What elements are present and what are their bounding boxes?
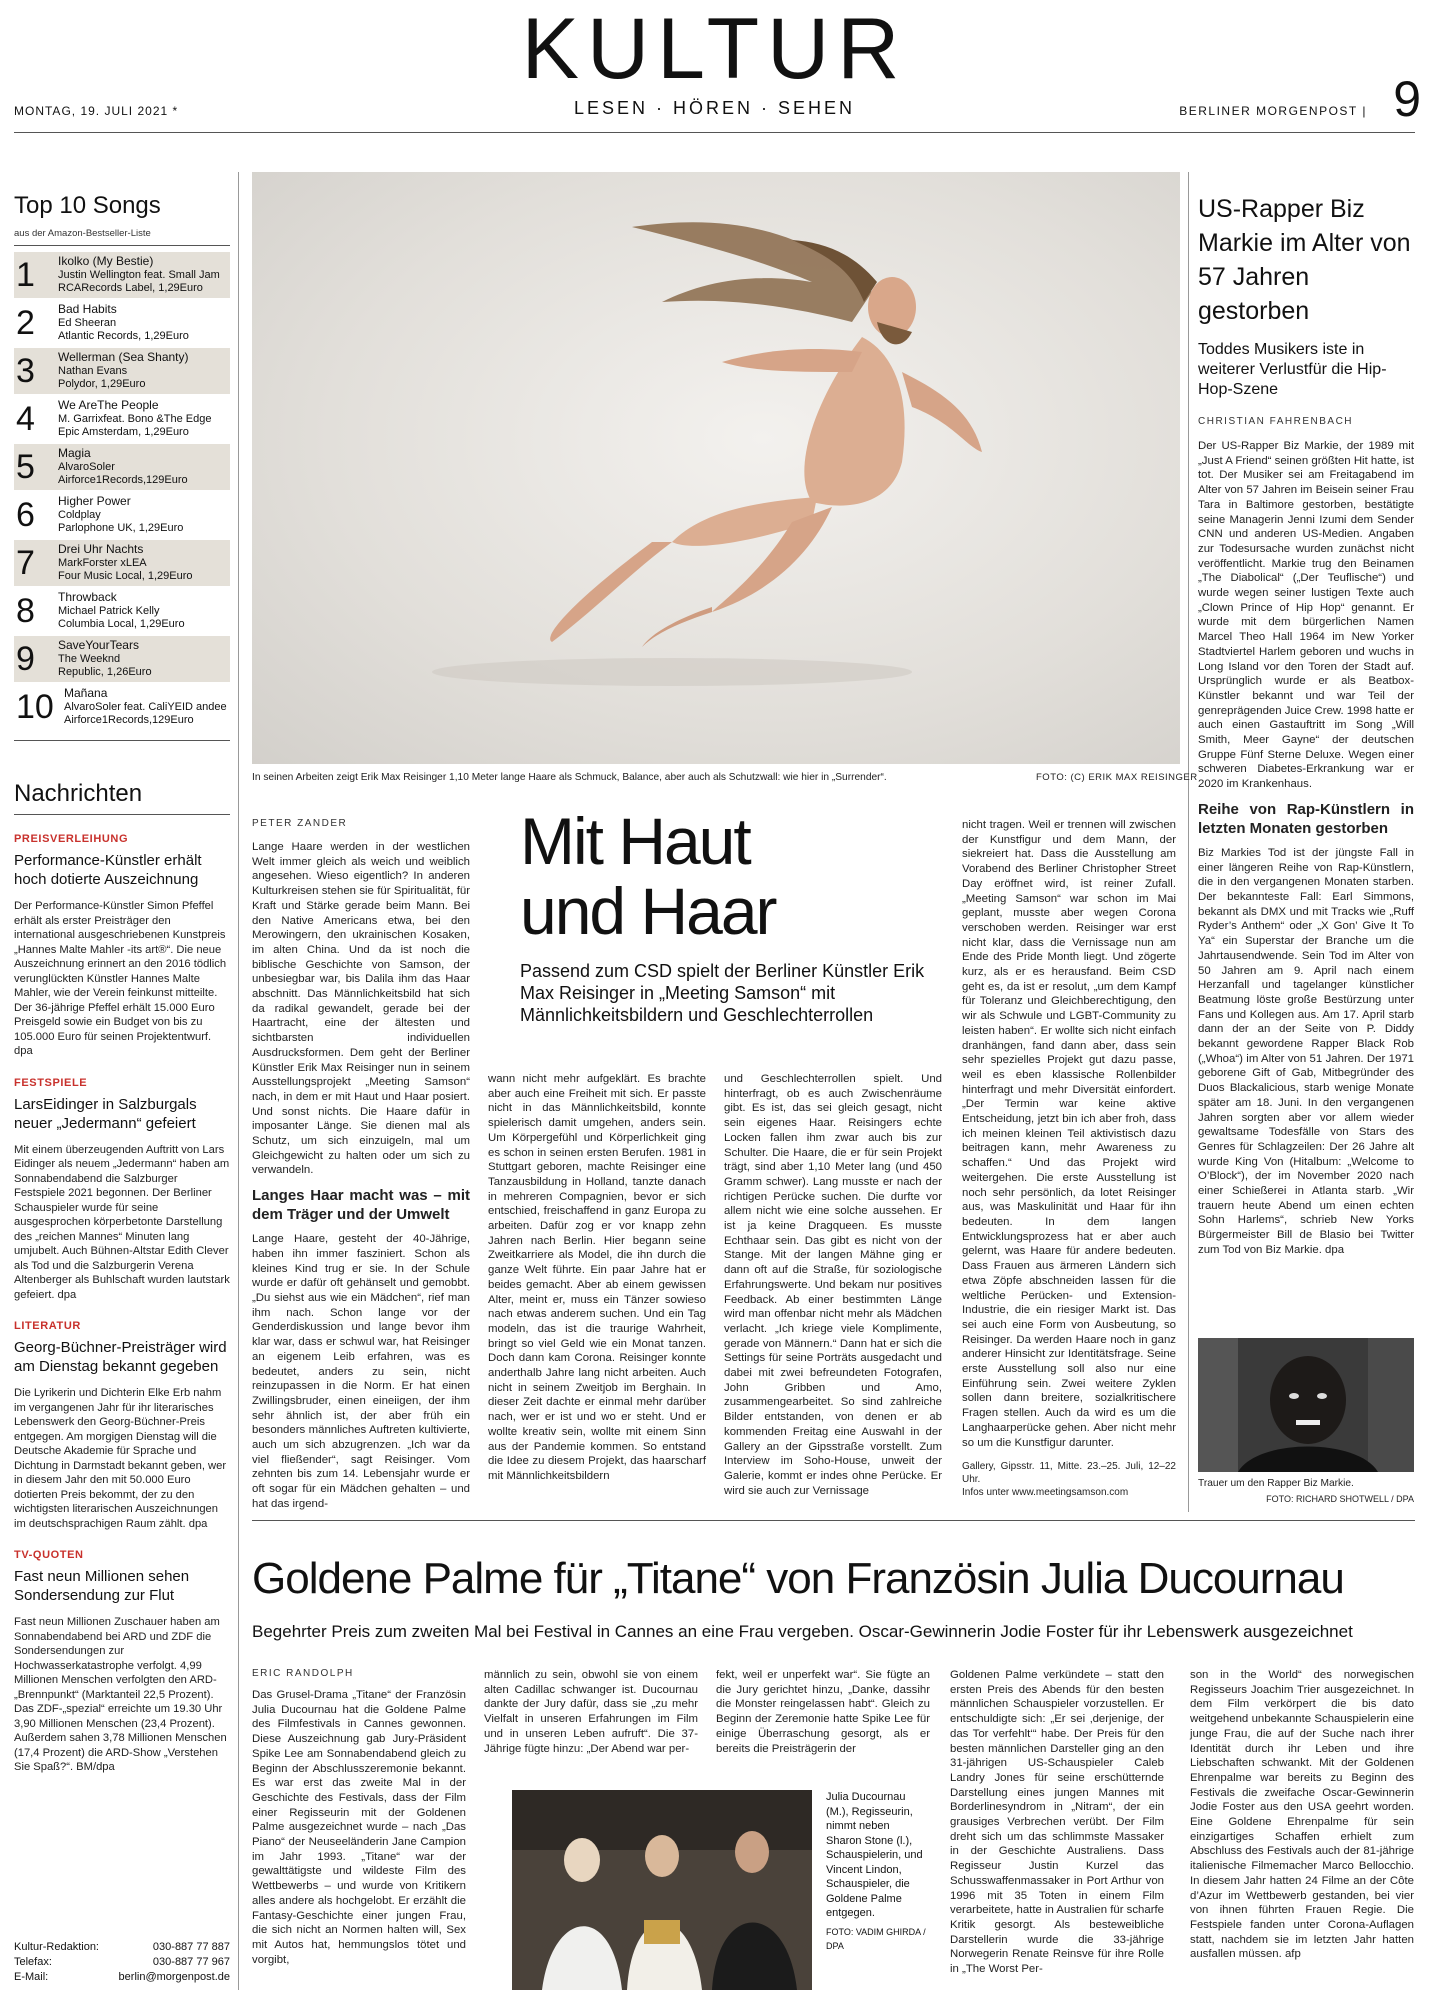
song-rank: 4 <box>16 400 35 438</box>
photo-credit-text: FOTO: VADIM GHIRDA / DPA <box>826 1926 926 1951</box>
song-rank: 7 <box>16 544 35 582</box>
song-entry <box>14 492 230 538</box>
contact-box <box>14 1940 230 1985</box>
song-artist: Justin Wellington feat. Small Jam <box>58 268 220 281</box>
article-subheading: Langes Haar macht was – mit dem Träger und der Umwelt <box>252 1187 470 1224</box>
right-author: CHRISTIAN FAHRENBACH <box>1198 416 1354 427</box>
song-label: Epic Amsterdam, 1,29Euro <box>58 426 189 438</box>
exhibition-info-line: Gallery, Gipsstr. 11, Mitte. 23.–25. Juli, 12–22 Uhr. <box>962 1461 1176 1486</box>
bottom-dek: Begehrter Preis zum zweiten Mal bei Festival in Cannes an eine Frau vergeben. Oscar-Gewinnerin Jodie Foster für ihr Lebenswerk ausgezeichnet <box>252 1622 1353 1641</box>
issue-date: MONTAG, 19. JULI 2021 * <box>14 104 179 118</box>
news-body: Die Lyrikerin und Dichterin Elke Erb nahm im vergangenen Jahr für ihr literarisches Lebenswerk den Georg-Büchner-Preis entgegen. Am morgigen Dienstag will die Deutsche Akademie für Sprache und Dichtung in Darmstadt bekannt geben, wer in diesem Jahr den mit 50.000 Euro dotierten Preis bekommt, der zu den wichtigsten literarischen Auszeichnungen im deutschsprachigen Raum zählt. dpa <box>14 1387 227 1530</box>
song-title: Mañana <box>64 686 108 700</box>
article-paragraph: fekt, weil er unperfekt war“. Sie fügte an die Jury gerichtet hinzu, „Danke, dassihr die Monster reingelassen habt“. Gleich zu Beginn der Zeremonie hatte Spike Lee für einige Überraschung gesorgt, als er bereits die Preisträgerin der <box>716 1669 930 1755</box>
exhibition-info-line: Infos unter www.meetingsamson.com <box>962 1487 1129 1499</box>
news-category: PREISVERLEIHUNG <box>14 833 129 845</box>
song-rank: 10 <box>16 688 54 726</box>
article-paragraph: männlich zu sein, obwohl sie von einem alten Cadillac schwanger ist. Ducournau dankte der Jury dafür, dass sie „zu mehr Vielfalt in unseren Erfahrungen im Film und in unseren Leben aufruft“. Die 37-Jährige fügte hinzu: „Der Abend war per- <box>484 1669 698 1755</box>
song-rank: 9 <box>16 640 35 678</box>
song-label: RCARecords Label, 1,29Euro <box>58 282 203 294</box>
song-label: Polydor, 1,29Euro <box>58 378 146 390</box>
news-body: Der Performance-Künstler Simon Pfeffel erhält als erster Preisträger den international ausgeschriebenen Kunstpreis „Hannes Malte Mahler -its art®“. Die neue Auszeichnung erinnert an den 2016 tödlich verunglückten Künstler Hannes Malte Mahler, wie der Verein feinkunst mitteilte. Der 36-jährige Pfeffel erhält 15.000 Euro Preisgeld sowie ein Budget von bis zu 105.000 Euro für seinen Projektentwurf. dpa <box>14 900 227 1057</box>
floating-figure-image <box>252 172 1180 764</box>
news-category: TV-QUOTEN <box>14 1549 84 1561</box>
bottom-column-2 <box>484 1668 698 1756</box>
song-title: Ikolko (My Bestie) <box>58 254 154 268</box>
right-body <box>1198 439 1414 1258</box>
rapper-photo <box>1198 1338 1414 1472</box>
top10-list <box>14 245 230 730</box>
news-category: FESTSPIELE <box>14 1076 88 1089</box>
news-body: Mit einem überzeugenden Auftritt von Lars Eidinger als neuem „Jedermann“ haben am Sonnabendabend die Salzburger Festspiele 2021 begonnen. Der Berliner Schauspieler wurde für seine ausgesprochen körperbetonte Darstellung des „reichen Mannes“ Minuten lang umjubelt. Auch Bühnen-Altstar Edith Clever als Tod und die Salzburgerin Verena Altenberger als Buhlschaft wurden lautstark gefeiert. dpa <box>14 1143 230 1301</box>
news-column <box>14 780 230 1775</box>
song-label: Four Music Local, 1,29Euro <box>58 570 193 582</box>
song-artist: MarkForster xLEA <box>58 556 147 569</box>
song-label: Republic, 1,26Euro <box>58 666 152 678</box>
article-paragraph: Biz Markies Tod ist der jüngste Fall in einer längeren Reihe von Rap-Künstlern, die in den vergangenen Monaten starben. Der bekannteste Fall: Earl Simmons, bekannt als DMX und mit Tracks wie „Ruff Ryder’s Anthem“ oder „X Gon’ Give It To Ya“ ein Superstar der Branche um die Jahrtausendwende. Sein Tod im Alter von 50 Jahren am 9. April nach einem Herzanfall und tagelanger künstlicher Beatmung löste große Bestürzung unter Fans und Kollegen aus. Am 17. April starb dann der an der Seite von P. Diddy bekannt gewordene Rapper Black Rob („Whoa“) im Alter von 51 Jahren. Der 1971 geborene Gift of Gab, Mitbegründer des Duos Blackalicious, starb wenige Monate später am 18. Juni. In den vergangenen Jahren sorgten aber vor allem wieder gewaltsame Todesfälle von Stars des Genres für Schlagzeilen: Der 26 Jahre alt wurde King Von (Hitalbum: „Welcome to O’Block“), der im November 2020 nach einer Schießerei in Atlanta starb. „Wir trauern heute Abend um einen echten Sohn Harlems“, schrieb New Yorks Bürgermeister Bill de Blasio bei Twitter zum Tod von Biz Markie. dpa <box>1198 846 1414 1256</box>
right-subheading: Reihe von Rap-Künstlern in letzten Monaten gestorben <box>1198 800 1414 837</box>
contact-label: E-Mail: <box>14 1971 49 1983</box>
song-label: Airforce1Records,129Euro <box>58 474 188 486</box>
news-headline: Fast neun Millionen sehen Sondersendung zur Flut <box>14 1568 190 1604</box>
song-artist: AlvaroSoler feat. CaliYEID andee <box>64 700 227 713</box>
song-entry <box>14 252 230 298</box>
news-body: Fast neun Millionen Zuschauer haben am Sonnabendabend bei ARD und ZDF die Sondersendungen zur Hochwasserkatastrophe verfolgt. 4,99 Millionen Menschen verfolgten den ARD-„Brennpunkt“ (Marktanteil 22,5 Prozent). Das ZDF-„spezial“ erreichte um 19.30 Uhr 3,90 Millionen Menschen (23,4 Prozent). Außerdem sahen 3,78 Millionen Menschen (17,4 Prozent) die ARD-Show „Verstehen Sie Spaß?“. BM/dpa <box>14 1616 227 1773</box>
song-title: We AreThe People <box>58 398 159 412</box>
photo-caption: In seinen Arbeiten zeigt Erik Max Reisinger 1,10 Meter lange Haare als Schmuck, Balance, aber auch als Schutzwall: wie hier in „Surrender“. <box>252 772 887 783</box>
news-title: Nachrichten <box>14 780 230 815</box>
exhibition-info <box>962 1460 1176 1499</box>
top10-title: Top 10 Songs <box>14 192 161 219</box>
bottom-column-4 <box>950 1668 1164 1977</box>
song-rank: 3 <box>16 352 35 390</box>
page-number: 9 <box>1393 71 1421 127</box>
bottom-column-1 <box>252 1688 466 1967</box>
contact-value: 030-887 77 967 <box>152 1956 230 1968</box>
article-column-1 <box>252 840 470 1512</box>
song-artist: Coldplay <box>58 508 101 521</box>
song-rank: 8 <box>16 592 35 630</box>
bottom-column-3 <box>716 1668 930 1756</box>
song-title: Higher Power <box>58 494 131 508</box>
right-article <box>1198 192 1414 1258</box>
song-title: Bad Habits <box>58 302 117 316</box>
contact-value: 030-887 77 887 <box>152 1941 230 1953</box>
news-headline: Performance-Künstler erhält hoch dotierte Auszeichnung <box>14 852 202 888</box>
cannes-photo <box>512 1790 812 1990</box>
article-paragraph: son in the World“ des norwegischen Regisseurs Joachim Trier ausgezeichnet. In dem Film verkörpert die bis dato weitgehend unbekannte Schauspielerin eine junge Frau, die auf der Suche nach ihrer Identität durch ihr Leben und ihre Liebschaften schwankt. Mit der Goldenen Ehrenpalme war bereits zu Beginn des Festivals die zweifache Oscar-Gewinnerin Jodie Foster aus den USA geehrt worden. Eine Goldene Ehrenpalme für sein einzigartiges Schaffen erhielt zum Abschluss des Festivals auch der 81-jährige italienische Filmemacher Marco Bellocchio. In diesem Jahr hatten 24 Filme an der Côte d’Azur im Wettbewerb gestanden, bei vier von ihnen führten Frauen Regie. Die Festspiele fanden unter Corona-Auflagen statt, nachdem sie im letzten Jahr hatten ausfallen müssen. afp <box>1190 1669 1414 1961</box>
column-divider <box>1188 172 1189 1512</box>
right-dek: Toddes Musikers iste in weiterer Verlustfür die Hip-Hop-Szene <box>1198 341 1387 398</box>
song-rank: 6 <box>16 496 35 534</box>
news-category: LITERATUR <box>14 1320 81 1332</box>
song-entry <box>14 444 230 490</box>
top10-source: aus der Amazon-Bestseller-Liste <box>14 228 151 239</box>
song-artist: M. Garrixfeat. Bono &The Edge <box>58 412 212 425</box>
portrait-image <box>1198 1338 1414 1472</box>
song-label: Columbia Local, 1,29Euro <box>58 618 185 630</box>
bottom-headline: Goldene Palme für „Titane“ von Französin Julia Ducournau <box>252 1554 1344 1603</box>
song-rank: 1 <box>16 256 35 294</box>
bottom-column-5 <box>1190 1668 1414 1962</box>
article-paragraph: wann nicht mehr aufgeklärt. Es brachte aber auch eine Freiheit mit sich. Er passte nicht in das Männlichkeitsbild, konnte spielerisch damit umgehen, anders sein. Um Körpergefühl und Körperlichkeit ging es schon in seinen ersten Berufen. 1981 in Stuttgart geboren, machte Reisinger eine Tanzausbildung in Holland, tanzte danach in mehreren Compagnien, bevor er sich entschied, freischaffend in ganz Europa zu arbeiten. Dafür zog er vor knapp zehn Jahren nach Berlin. Hier begann seine Zweitkarriere als Model, die ihn durch die ganze Welt führte. Ein paar Jahre hat er beides gemacht. Aber ab einem gewissen Alter, meint er, muss ein Tänzer sowieso nach etwas anderem suchen. Und ein Tag modeln, das ist die traurige Wahrheit, bringt so viel Geld wie ein Monat tanzen. Doch dann kam Corona. Reisinger konnte anderthalb Jahre lang nicht arbeiten. Auch nicht in seinem Zweitjob im Berghain. In dieser Zeit dachte er einmal mehr darüber nach, wer er ist und wo er steht. Und er wollte kreativ sein, wollte mit einem Sinn aus der Pandemie kommen. So entstand die Idee zu diesem Projekt, das haarscharf mit Männlichkeitsbildern <box>488 1073 706 1482</box>
news-headline: Georg-Büchner-Preisträger wird am Dienstag bekannt gegeben <box>14 1339 227 1375</box>
feature-headline <box>520 806 940 946</box>
song-label: Parlophone UK, 1,29Euro <box>58 522 184 534</box>
song-title: SaveYourTears <box>58 638 139 652</box>
song-label: Atlantic Records, 1,29Euro <box>58 330 189 342</box>
song-entry <box>14 588 230 634</box>
award-ceremony-image <box>512 1790 812 1990</box>
song-entry <box>14 348 230 394</box>
song-artist: The Weeknd <box>58 652 121 665</box>
article-paragraph: nicht tragen. Weil er trennen will zwischen der Kunstfigur und dem Mann, der siekreiert hat. Dass die Ausstellung am Vorabend des Berliner Christopher Street Day eröffnet wird, ist reiner Zufall. „Meeting Samson“ war schon im Mai geplant, musste aber wegen Corona verschoben werden. Reisinger war erst nicht klar, dass die Vernissage nun am Ende des Pride Month liegt. Und zögerte kurz, als er es herausfand. Beim CSD geht es, da ist er resolut, „um dem Kampf für Toleranz und Gleichberechtigung, den wir als Schwule und LGBT-Community zu leisten haben“. Er wollte sich nicht einfach dranhängen, fand dann aber, dass sein sehr spezielles Projekt gut dazu passe, weil es eben klassische Rollenbilder hinterfragt und mehr Diversität einfordert. „Der Termin war keine aktive Entscheidung, jetzt bin ich aber froh, dass ich meinen kleinen Teil aktivistisch dazu beitragen kann, mehr Awareness zu schaffen.“ Und das Projekt wird weitergehen. Die erste Ausstellung ist noch sehr persönlich, da lotet Reisinger aus, was Maskulinität und Haar für ihn bedeuten. In dem langen Entwicklungsprozess hat er aber auch gelernt, was Haare für andere bedeuten. Dass Frauen aus ärmeren Ländern sich etwa Zöpfe abschneiden lassen für die weltliche Perücken- und Extension-Industrie, die ein riesiger Markt ist. Das sei auch eine Form von Ausbeutung, so Reisinger. Da werden Haare noch in ganz anderer Hinsicht zur Identitätsfrage. Seine erste Ausstellung soll also nur eine Einführung sein. Zwei weitere Zyklen sollen dann breitere, sozialkritischere Fragen stellen. Auch da wird es um die Langhaarperücke gehen. Aber nicht mehr so um die Kunstfigur darunter. <box>962 819 1176 1449</box>
news-headline: LarsEidinger in Salzburgals neuer „Jedermann“ gefeiert <box>14 1095 197 1132</box>
article-paragraph: Lange Haare, gesteht der 40-Jährige, haben ihn immer fasziniert. Schon als kleines Kind trug er sie. In der Schule wurde er dafür oft gehänselt und gemobbt. „Du siehst aus wie ein Mädchen“, rief man ihm nach. Schon lange vor der Genderdiskussion und lange bevor ihm klar war, dass er schwul war, hat Reisinger an eigenem Leib erfahren, was es bedeutet, anders zu sein, nicht reinzupassen in die Norm. Er hat einen Zwillingsbruder, einen eineiigen, der ihm sehr ähnlich ist, der aber früh ein besonders männliches Auftreten kultivierte, auch um sich abzugrenzen. „Ich war da viel fließender“, sagt Reisinger. Vom zehnten bis zum 14. Lebensjahr wurde er oft sogar für ein Mädchen gehalten – und hat das irgend- <box>252 1233 470 1510</box>
article-paragraph: Goldenen Palme verkündete – statt den ersten Preis des Abends für den besten männlichen Schauspieler vorzustellen. Er entschuldigte sich: „Er sei ‚derjenige, der das Tor verfehlt‘“ habe. Der Preis für den besten männlichen Darsteller ging an den 31-jährigen US-Schauspieler Caleb Landry Jones für seine erschütternde Darstellung eines jungen Mannes mit Borderlinesyndrom in „Nitram“, der ein grausiges Verbrechen verübt. Der Film dreht sich um das schlimmste Massaker in der Geschichte Australiens. Dass Regisseur Justin Kurzel das Schusswaffenmassaker in Port Arthur von 1996 mit 35 Toten in einem Film verarbeitete, hatte in Australien für scharfe Kritik gesorgt. Als besteweibliche Darstellerin wurde die 33-jährige Norwegerin Renate Reinsve für ihre Rolle in „The Worst Per- <box>950 1669 1165 1976</box>
article-paragraph: und Geschlechterrollen spielt. Und hinterfragt, ob es auch Zwischenräume gibt. Es ist, das sei gleich gesagt, nicht sein eigenes Haar. Reisingers echte Locken fallen ihm zwar auch bis zur Schulter. Die Haare, die er für sein Projekt trägt, sind aber 1,10 Meter lang (und 450 Gramm schwer). Lang musste er nach der richtigen Perücke suchen. Die durfte vor allem nicht wie eine solche aussehen. Er ist ja keine Dragqueen. Es musste Echthaar sein. Das gibt es nicht von der Stange. Mit der langen Mähne ging er dann oft auf die Straße, für soziologische Erfahrungswerte. Und bekam nur positives Feedback. Ab einer bestimmten Länge wird man offenbar nicht mehr als Mädchen verlacht. „Ich kriege viele Komplimente, gerade von Männern.“ Dann hat er sich die Settings für seine Porträts ausgedacht und dabei mit zwei befreundeten Fotografen, John Gribben und Amo, zusammengearbeitet. So sind zahlreiche Bilder entstanden, von denen er ab kommenden Freitag eine Auswahl in der Gallery an der Gipsstraße vorstellt. Zum Interview im Soho-House, unweit der Galerie, kommt er indes ohne Perücke. Er wird sie auch zur Vernissage <box>724 1073 942 1497</box>
article-paragraph: Der US-Rapper Biz Markie, der 1989 mit „Just A Friend“ seinen größten Hit hatte, ist tot. Der Musiker sei am Freitagabend im Alter von 57 Jahren im Beisein seiner Frau Tara in Baltimore gestorben, bestätigte seine Managerin Jenni Izumi dem Sender CNN und anderen US-Medien. Angaben zur Todesursache wurden zunächst nicht veröffentlicht. Markie trug den Beinamen „The Diabolical“ („Der Teuflische“) und wurde wegen seiner lustigen Texte auch „Clown Prince of Hip Hop“ genannt. Er wurde mit dem bürgerlichen Namen Marcel Theo Hall 1964 im New Yorker Stadtviertel Harlem geboren und wuchs in Long Island vor den Toren der Stadt auf. Ursprünglich wurde er als Beatbox-Künstler bekannt und war Teil der genreprägenden Juice Crew. 1998 hatte er auch einen Gastauftritt im Song „Will Smith, Meer Gayne“ der deutschen Gruppe Fünf Sterne Deluxe. Wegen einer schweren Diabetes-Erkrankung war er 2020 im Krankenhaus. <box>1198 440 1414 791</box>
article-paragraph: Lange Haare werden in der westlichen Welt immer gleich als weich und weiblich angesehen. Wieso eigentlich? In anderen Kulturkreisen stehen sie für Spiritualität, für Kraft und Stärke gerade beim Mann. Bei den Native Americans etwa, bei den Merowingern, den ukrainischen Kosaken, im alten China. Und da ist noch die biblische Geschichte von Samson, der unbesiegbar war, bis Dalila ihm das Haar abschnitt. Das Männlichkeitsbild hat sich da radikal gewandelt, gerade bei der Haartracht, eine der ältesten und sichtbarsten individuellen Ausdrucksformen. Dem geht der Berliner Künstler Erik Max Reisinger nun in seinem Ausstellungsprojekt „Meeting Samson“ nach, in dem er mit Haut und Haar posiert. Und sonst nichts. Die Haare dafür in imposanter Länge. Sie dienen mal als Schutz, um sich einzuigeln, mal um Gleichgewicht zu halten oder um sich zu verwandeln. <box>252 841 470 1177</box>
article-author: PETER ZANDER <box>252 818 348 829</box>
contact-value: berlin@morgenpost.de <box>118 1971 230 1983</box>
top10-box <box>14 192 230 741</box>
song-entry <box>14 684 230 730</box>
song-label: Airforce1Records,129Euro <box>64 714 194 726</box>
song-entry <box>14 396 230 442</box>
feature-photo <box>252 172 1180 764</box>
masthead-subtitle: LESEN · HÖREN · SEHEN <box>573 98 856 118</box>
song-artist: Ed Sheeran <box>58 316 117 329</box>
column-divider <box>238 172 239 1990</box>
rapper-photo-credit: FOTO: RICHARD SHOTWELL / DPA <box>1266 1494 1414 1504</box>
article-column-4 <box>962 818 1176 1499</box>
photo-caption-text: Julia Ducournau (M.), Regisseurin, nimmt neben Sharon Stone (l.), Schauspielerin, und Vincent Lindon, Schauspieler, die Goldene Palme entgegen. <box>826 1791 923 1919</box>
song-title: Drei Uhr Nachts <box>58 542 144 556</box>
contact-label: Kultur-Redaktion: <box>14 1941 99 1953</box>
feature-dek: Passend zum CSD spielt der Berliner Künstler Erik Max Reisinger in „Meeting Samson“ mit Männlichkeitsbildern und Geschlechterrollen <box>520 961 925 1025</box>
newspaper-name: BERLINER MORGENPOST | <box>1179 104 1367 118</box>
song-artist: Nathan Evans <box>58 364 128 377</box>
contact-label: Telefax: <box>14 1956 52 1968</box>
song-title: Throwback <box>58 590 117 604</box>
masthead-title: KULTUR <box>521 1 908 97</box>
headline-line-2: und Haar <box>520 874 776 948</box>
song-artist: AlvaroSoler <box>58 460 115 473</box>
song-artist: Michael Patrick Kelly <box>58 604 160 617</box>
right-headline: US-Rapper Biz Markie im Alter von 57 Jahren gestorben <box>1198 195 1411 325</box>
header-rule <box>14 132 1415 133</box>
song-entry <box>14 300 230 346</box>
article-paragraph: Das Grusel-Drama „Titane“ der Französin Julia Ducournau hat die Goldene Palme des Filmfestivals in Cannes gewonnen. Diese Auszeichnung gab Jury-Präsident Spike Lee am Sonnabendabend gleich zu Beginn der Abschlusszeremonie bekannt. Es war erst das zweite Mal in der Geschichte des Festivals, dass der Film einer Regisseurin mit der Goldenen Palme ausgezeichnet wurde – nach „Das Piano“ der Neuseeländerin Jane Campion im Jahr 1993. „Titane“ war der gewalttätigste und wildeste Film des Wettbewerbs – und wurde von Kritikern alles andere als hochgelobt. Er erzählt die Fantasy-Geschichte einer jungen Frau, die sich nicht an Normen halten will, Sex mit Autos hat, hemmungslos tötet und vorgibt, <box>252 1689 466 1966</box>
rapper-photo-caption: Trauer um den Rapper Biz Markie. <box>1198 1478 1354 1489</box>
article-column-2 <box>488 1072 706 1484</box>
bottom-author: ERIC RANDOLPH <box>252 1668 354 1679</box>
section-rule <box>252 1520 1415 1521</box>
song-entry <box>14 636 230 682</box>
photo-credit: FOTO: (C) ERIK MAX REISINGER <box>1036 772 1198 783</box>
article-column-3 <box>724 1072 942 1498</box>
song-rank: 5 <box>16 448 35 486</box>
song-title: Wellerman (Sea Shanty) <box>58 350 189 364</box>
song-rank: 2 <box>16 304 35 342</box>
song-title: Magia <box>58 446 91 460</box>
cannes-photo-caption <box>826 1790 926 1954</box>
headline-line-1: Mit Haut <box>520 804 750 878</box>
song-entry <box>14 540 230 586</box>
